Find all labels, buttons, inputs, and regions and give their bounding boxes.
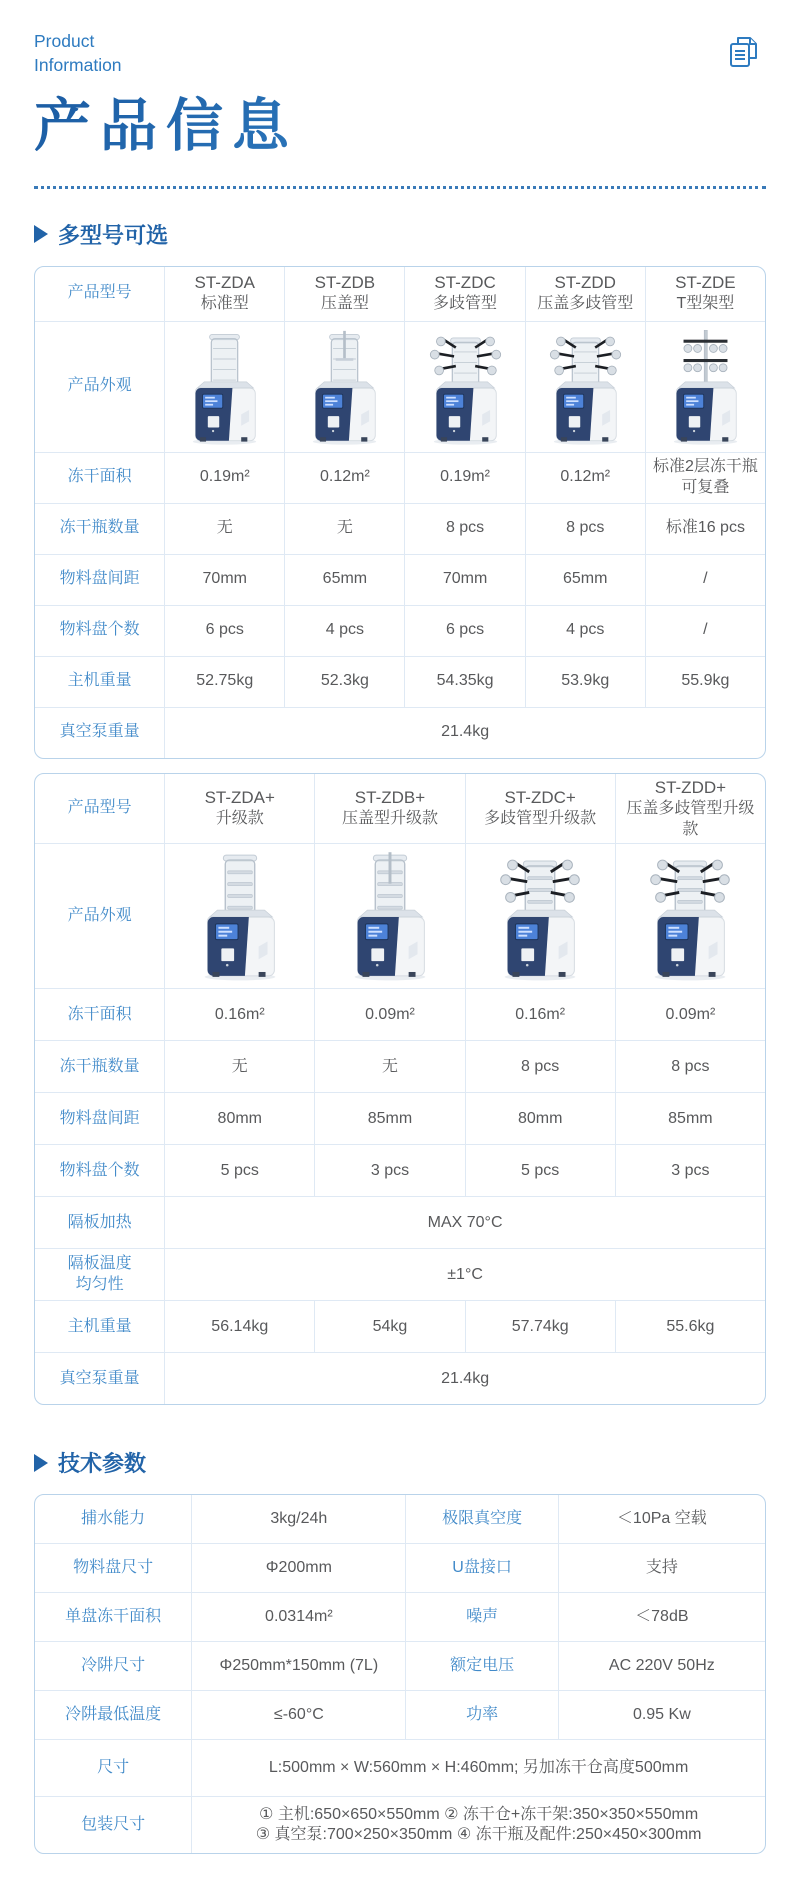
spec-cell: 85mm [615,1093,765,1145]
param-label: 捕水能力 [35,1495,192,1544]
spec-cell: / [645,605,765,656]
spec-cell: 无 [315,1041,465,1093]
spec-cell-merged: 21.4kg [165,707,766,758]
spec-cell: 5 pcs [165,1145,315,1197]
product-image-t-rack [645,321,765,452]
product-image-standard-up [165,844,315,989]
spec-cell: 65mm [525,554,645,605]
spec-cell: 57.74kg [465,1301,615,1353]
param-label: 冷阱尺寸 [35,1642,192,1691]
corner-label: 产品型号 [35,773,165,844]
model-table [34,773,766,1406]
spec-cell: 52.75kg [165,656,285,707]
product-image-capping [285,321,405,452]
param-label: 包装尺寸 [35,1797,192,1854]
param-label: U盘接口 [406,1544,558,1593]
spec-cell: 8 pcs [525,503,645,554]
spec-cell: 0.16m² [165,989,315,1041]
row-label: 物料盘个数 [35,605,165,656]
spec-cell: 3 pcs [315,1145,465,1197]
model-header: ST-ZDA+ 升级款 [165,773,315,844]
row-label: 物料盘个数 [35,1145,165,1197]
spec-cell: 4 pcs [285,605,405,656]
page-header [34,30,766,77]
row-label: 冻干面积 [35,452,165,503]
row-label: 真空泵重量 [35,707,165,758]
spec-table [34,1494,766,1854]
spec-cell: 0.09m² [315,989,465,1041]
spec-cell: 85mm [315,1093,465,1145]
spec-cell: 52.3kg [285,656,405,707]
section-title: 技术参数 [58,1451,147,1477]
model-header: ST-ZDD 压盖多歧管型 [525,266,645,321]
model-comparison-table-2 [34,773,766,1406]
param-label: 冷阱最低温度 [35,1691,192,1740]
spec-cell: 0.12m² [285,452,405,503]
spec-cell: 8 pcs [465,1041,615,1093]
spec-cell: 80mm [165,1093,315,1145]
row-label: 物料盘间距 [35,1093,165,1145]
spec-cell: 0.19m² [165,452,285,503]
spec-cell: 标准16 pcs [645,503,765,554]
param-value-merged: L:500mm × W:560mm × H:460mm; 另加冻干仓高度500mm [192,1740,766,1797]
model-header: ST-ZDD+ 压盖多歧管型升级款 [615,773,765,844]
spec-cell: 0.12m² [525,452,645,503]
spec-cell: 无 [165,503,285,554]
triangle-bullet-icon [34,225,48,243]
spec-cell: 70mm [165,554,285,605]
param-value-merged: ① 主机:650×650×550mm ② 冻干仓+冻干架:350×350×550mm ③ 真空泵:700×250×350mm ④ 冻干瓶及配件:250×450×300mm [192,1797,766,1854]
section-header-specs [34,1447,766,1478]
param-label: 尺寸 [35,1740,192,1797]
spec-cell: 56.14kg [165,1301,315,1353]
row-label: 隔板加热 [35,1197,165,1249]
model-table [34,266,766,759]
eyebrow-text [34,30,122,77]
page-title: 产品信息 [34,93,766,159]
param-value: ＜10Pa 空载 [558,1495,765,1544]
spec-cell: 54kg [315,1301,465,1353]
param-label: 物料盘尺寸 [35,1544,192,1593]
model-header: ST-ZDC+ 多歧管型升级款 [465,773,615,844]
model-header: ST-ZDE T型架型 [645,266,765,321]
spec-cell: 65mm [285,554,405,605]
spec-cell-merged: MAX 70°C [165,1197,766,1249]
param-label: 极限真空度 [406,1495,558,1544]
spec-cell: 标准2层冻干瓶可复叠 [645,452,765,503]
spec-cell: 70mm [405,554,525,605]
row-label: 主机重量 [35,656,165,707]
model-header: ST-ZDB+ 压盖型升级款 [315,773,465,844]
spec-cell-merged: 21.4kg [165,1353,766,1405]
param-label: 额定电压 [406,1642,558,1691]
model-comparison-table-1 [34,266,766,759]
eyebrow-line2: Information [34,54,122,75]
spec-cell: / [645,554,765,605]
row-label: 产品外观 [35,844,165,989]
spec-cell: 0.19m² [405,452,525,503]
spec-cell: 无 [285,503,405,554]
param-value: 支持 [558,1544,765,1593]
model-header: ST-ZDC 多歧管型 [405,266,525,321]
spec-cell: 0.16m² [465,989,615,1041]
technical-parameters-table [34,1494,766,1854]
dotted-divider [34,186,766,189]
spec-cell: 4 pcs [525,605,645,656]
param-value: 0.0314m² [192,1593,406,1642]
row-label: 物料盘间距 [35,554,165,605]
param-value: Φ250mm*150mm (7L) [192,1642,406,1691]
product-image-manifold [525,321,645,452]
product-image-capping-up [315,844,465,989]
row-label: 冻干瓶数量 [35,503,165,554]
spec-cell: 53.9kg [525,656,645,707]
section-title: 多型号可选 [58,222,169,248]
corner-label: 产品型号 [35,266,165,321]
param-value: ≤-60°C [192,1691,406,1740]
spec-cell: 6 pcs [165,605,285,656]
param-value: 3kg/24h [192,1495,406,1544]
spec-cell: 无 [165,1041,315,1093]
product-image-manifold [405,321,525,452]
row-label: 冻干瓶数量 [35,1041,165,1093]
spec-cell: 3 pcs [615,1145,765,1197]
spec-cell: 55.9kg [645,656,765,707]
model-header: ST-ZDA 标准型 [165,266,285,321]
spec-cell: 6 pcs [405,605,525,656]
spec-cell: 8 pcs [405,503,525,554]
row-label: 真空泵重量 [35,1353,165,1405]
copy-documents-icon [726,34,760,75]
param-value: 0.95 Kw [558,1691,765,1740]
spec-cell: 54.35kg [405,656,525,707]
product-image-manifold-up [465,844,615,989]
model-header: ST-ZDB 压盖型 [285,266,405,321]
product-image-standard [165,321,285,452]
param-label: 单盘冻干面积 [35,1593,192,1642]
spec-cell: 5 pcs [465,1145,615,1197]
triangle-bullet-icon [34,1454,48,1472]
spec-cell: 0.09m² [615,989,765,1041]
spec-cell: 80mm [465,1093,615,1145]
spec-cell-merged: ±1°C [165,1249,766,1301]
param-value: AC 220V 50Hz [558,1642,765,1691]
param-value: Φ200mm [192,1544,406,1593]
param-value: ＜78dB [558,1593,765,1642]
spec-cell: 55.6kg [615,1301,765,1353]
param-label: 功率 [406,1691,558,1740]
section-header-models [34,219,766,250]
eyebrow-line1: Product [34,31,95,51]
spec-cell: 8 pcs [615,1041,765,1093]
row-label: 产品外观 [35,321,165,452]
row-label: 冻干面积 [35,989,165,1041]
param-label: 噪声 [406,1593,558,1642]
row-label: 主机重量 [35,1301,165,1353]
row-label: 隔板温度 均匀性 [35,1249,165,1301]
product-image-manifold-up [615,844,765,989]
